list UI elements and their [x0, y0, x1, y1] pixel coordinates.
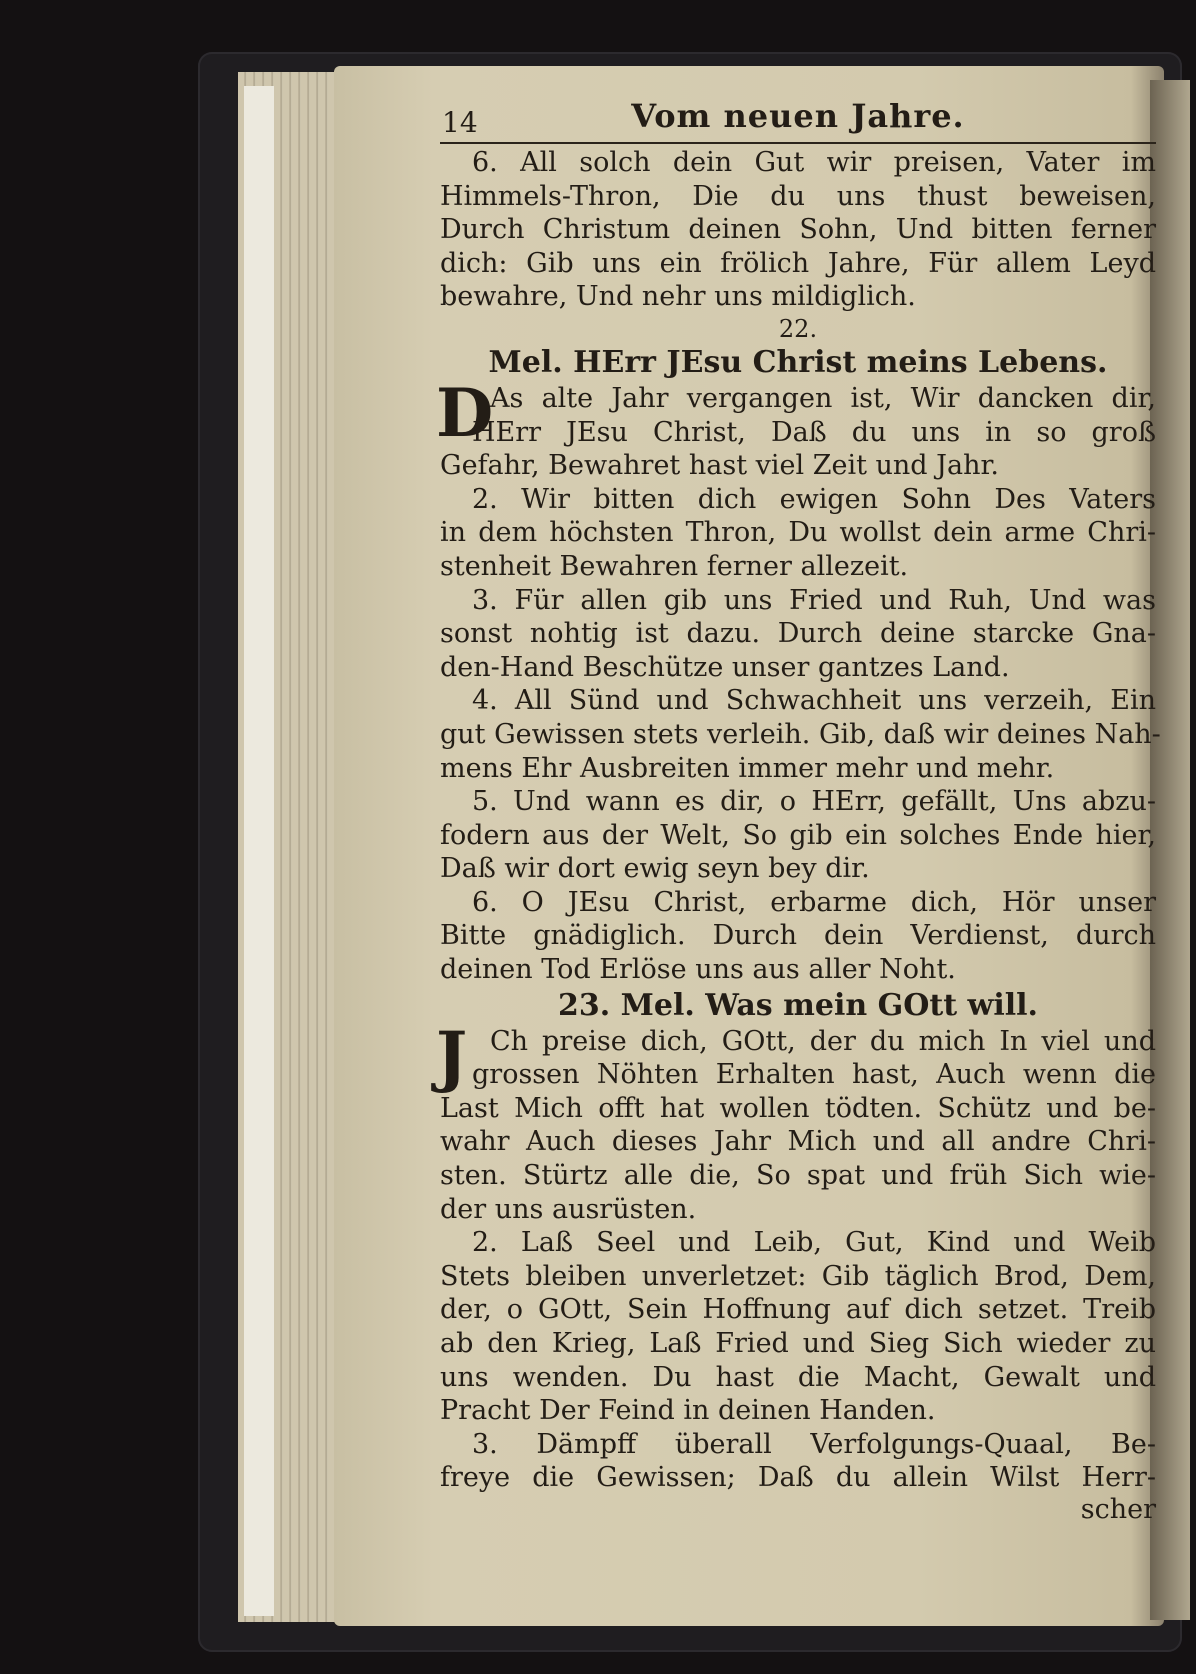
drop-cap: D	[436, 373, 494, 452]
running-head-title: Vom neuen Jahre.	[631, 97, 965, 135]
text-line: Pracht Der Feind in deinen Handen.	[440, 1395, 936, 1427]
text-line: bewahre, Und nehr uns mildiglich.	[440, 281, 916, 313]
hymn-number: 22.	[778, 314, 818, 343]
text-line: Last Mich offt hat wollen tödten. Schütz und be-	[440, 1092, 1156, 1124]
text-line: 6. All solch dein Gut wir preisen, Vater im	[472, 147, 1156, 178]
text-line: 5. Und wann es dir, o HErr, gefällt, Uns abzu-	[472, 786, 1156, 818]
text-line: 3. Dämpff überall Verfolgungs-Quaal, Be-	[472, 1428, 1156, 1460]
hymn-21-tail	[440, 146, 1156, 314]
text-line: Gefahr, Bewahret hast viel Zeit und Jahr.	[440, 450, 1000, 482]
text-line: der, o GOtt, Sein Hoffnung auf dich setzet. Treib	[440, 1294, 1156, 1326]
text-line: 2. Laß Seel und Leib, Gut, Kind und Weib	[472, 1227, 1156, 1259]
melody-line	[440, 987, 1156, 1025]
hymn-23	[436, 987, 1156, 1495]
text-line: sten. Stürtz alle die, So spat und früh Sich wie-	[440, 1160, 1156, 1192]
text-line: dich: Gib uns ein frölich Jahre, Für allem Leyd	[440, 247, 1156, 279]
text-line: in dem höchsten Thron, Du wollst dein arme Chri-	[440, 517, 1156, 549]
first-line-text: Ch preise dich, GOtt, der du mich In viel und	[490, 1025, 1156, 1057]
first-line-text: As alte Jahr vergangen ist, Wir dancken dir,	[490, 382, 1156, 414]
text-line: 3. Für allen gib uns Fried und Ruh, Und was	[472, 584, 1156, 616]
page-edge	[244, 86, 274, 1616]
text-line: Himmels-Thron, Die du uns thust beweisen,	[440, 180, 1156, 212]
hymn-22	[436, 314, 1161, 987]
text-line: ab den Krieg, Laß Fried und Sieg Sich wieder zu	[440, 1328, 1156, 1359]
text-line: gut Gewissen stets verleih. Gib, daß wir deines Nah-	[440, 718, 1161, 750]
text-line: den-Hand Beschütze unser gantzes Land.	[440, 651, 1010, 683]
text-line: Durch Christum deinen Sohn, Und bitten ferner	[440, 214, 1156, 246]
text-line: freye die Gewissen; Daß du allein Wilst Herr-	[440, 1462, 1156, 1494]
text-line: 2. Wir bitten dich ewigen Sohn Des Vaters	[472, 483, 1156, 515]
text-line: der uns ausrüsten.	[440, 1193, 697, 1225]
text-line: Daß wir dort ewig seyn bey dir.	[440, 853, 870, 885]
running-head	[440, 97, 1156, 146]
text-line: deinen Tod Erlöse uns aus aller Noht.	[440, 954, 956, 986]
hymn-number: 23.	[558, 987, 611, 1023]
drop-cap: J	[436, 1016, 468, 1095]
head-rule	[440, 142, 1156, 144]
page-number: 14	[442, 106, 478, 139]
page-text	[436, 97, 1161, 1525]
melody-text: Mel. Was mein GOtt will.	[620, 987, 1038, 1023]
text-line: HErr JEsu Christ, Daß du uns in so groß	[472, 416, 1156, 448]
text-line: sonst nohtig ist dazu. Durch deine starcke Gna-	[440, 618, 1156, 650]
text-line: Stets bleiben unverletzet: Gib täglich Brod, Dem,	[440, 1260, 1156, 1292]
text-line: Bitte gnädiglich. Durch dein Verdienst, durch	[440, 920, 1156, 952]
text-line: fodern aus der Welt, So gib ein solches Ende hier,	[440, 819, 1156, 851]
catchword: scher	[1080, 1493, 1156, 1525]
text-line: wahr Auch dieses Jahr Mich und all andre Chri-	[440, 1126, 1156, 1158]
text-line: uns wenden. Du hast die Macht, Gewalt und	[440, 1361, 1156, 1393]
text-line: stenheit Bewahren ferner allezeit.	[440, 550, 909, 582]
melody-line: Mel. HErr JEsu Christ meins Lebens.	[488, 344, 1108, 380]
text-line: grossen Nöhten Erhalten hast, Auch wenn die	[472, 1059, 1156, 1091]
text-line: 6. O JEsu Christ, erbarme dich, Hör unser	[472, 886, 1156, 918]
text-line: 4. All Sünd und Schwachheit uns verzeih, Ein	[472, 685, 1156, 717]
book-gutter	[1150, 80, 1190, 1620]
text-line: mens Ehr Ausbreiten immer mehr und mehr.	[440, 752, 1055, 784]
